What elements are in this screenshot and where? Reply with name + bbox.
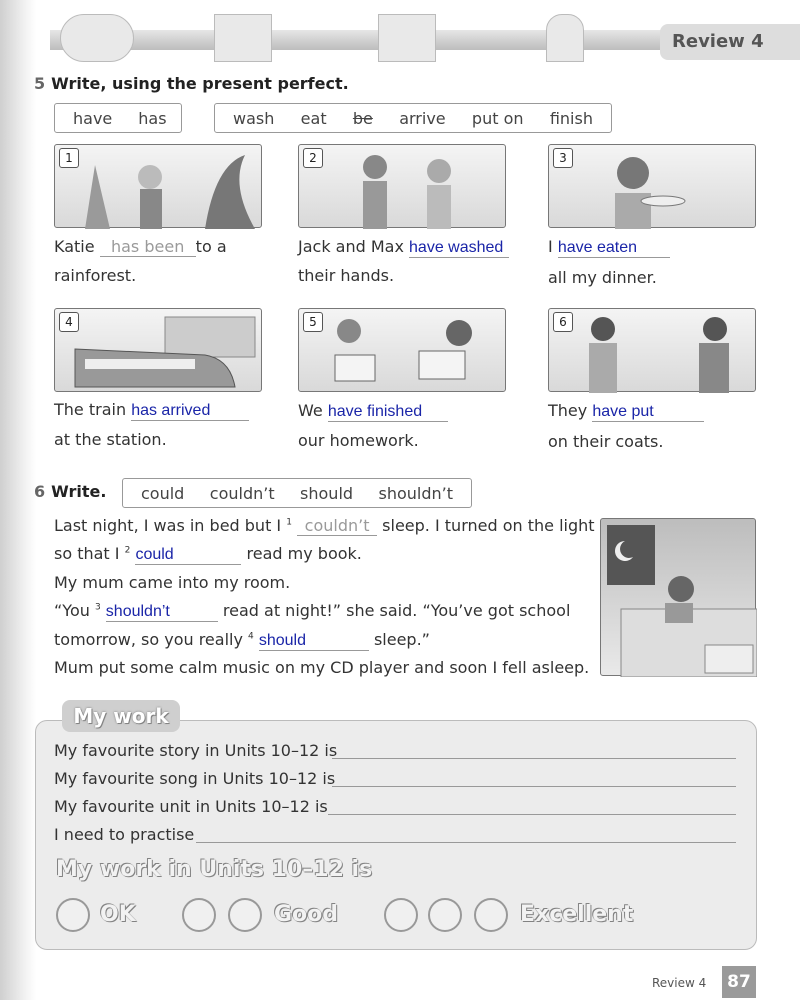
section-title-text: Write.	[51, 482, 107, 501]
my-work-line-3-label: My favourite unit in Units 10–12 is	[54, 797, 328, 816]
review-tab: Review 4	[660, 24, 800, 60]
smiley-icon[interactable]	[428, 898, 462, 932]
story-text: sleep. I turned on the light	[382, 516, 595, 535]
picture-3-girl-plate	[548, 144, 756, 228]
sentence-text: Jack and Max	[298, 237, 404, 256]
story-line-2	[54, 544, 362, 565]
rating-ok[interactable]: OK	[100, 902, 136, 927]
gap-number: 1	[286, 517, 292, 528]
smiley-icon[interactable]	[228, 898, 262, 932]
sentence-text: to a	[195, 237, 227, 256]
story-line-3: My mum came into my room.	[54, 573, 291, 592]
sentence-4-line2: at the station.	[54, 430, 167, 449]
my-work-line-4-blank[interactable]	[196, 842, 736, 843]
my-work-tab: My work	[62, 700, 180, 732]
rating-good[interactable]: Good	[274, 902, 339, 927]
footer-label: Review 4	[652, 976, 707, 990]
sentence-2-line2: their hands.	[298, 266, 395, 285]
word-chip: arrive	[399, 108, 446, 128]
my-work-line-2-blank[interactable]	[332, 786, 736, 787]
sentence-2	[298, 237, 509, 258]
story-text: “You	[54, 601, 90, 620]
volcano-illustration	[214, 14, 272, 62]
word-chip: should	[300, 483, 354, 503]
smiley-icon[interactable]	[182, 898, 216, 932]
jungle-scene-icon	[55, 145, 263, 229]
sentence-4	[54, 400, 249, 421]
sentence-text: They	[548, 401, 588, 420]
story-line-4	[54, 601, 570, 622]
story-text: so that I	[54, 544, 120, 563]
picture-6-girls-coats	[548, 308, 756, 392]
story-line-5	[54, 630, 430, 651]
my-work-line-3-blank[interactable]	[328, 814, 736, 815]
word-chip: eat	[300, 108, 327, 128]
section-number: 6	[34, 482, 46, 501]
picture-4-train	[54, 308, 262, 392]
answer-blank[interactable]	[135, 544, 241, 565]
section-number: 5	[34, 74, 46, 93]
book-spine-shadow	[0, 0, 36, 1000]
sentence-3-line2: all my dinner.	[548, 268, 657, 287]
example-answer: has been	[110, 237, 185, 256]
my-work-line-1-label: My favourite story in Units 10–12 is	[54, 741, 338, 760]
answer-blank[interactable]	[106, 601, 218, 622]
gap-number: 3	[94, 602, 101, 613]
story-line-6: Mum put some calm music on my CD player and soon I fell asleep.	[54, 658, 590, 677]
sentence-1-line2: rainforest.	[54, 266, 137, 285]
sentence-text: I	[548, 237, 553, 256]
answer-blank[interactable]	[259, 630, 369, 651]
handwritten-answer: have put	[592, 403, 654, 420]
rating-excellent[interactable]: Excellent	[520, 902, 634, 927]
modal-word-box	[122, 478, 472, 508]
answer-blank[interactable]	[558, 237, 670, 258]
section-6-title	[34, 482, 106, 501]
aux-word-box	[54, 103, 182, 133]
sentence-6-line2: on their coats.	[548, 432, 664, 451]
gap-number: 2	[124, 545, 131, 556]
answer-blank[interactable]	[328, 401, 448, 422]
children-reading-icon	[299, 309, 507, 393]
handwritten-answer: shouldn’t	[105, 603, 170, 620]
girl-with-plate-icon	[549, 145, 757, 229]
two-boys-icon	[299, 145, 507, 229]
sentence-3	[548, 237, 670, 258]
sentence-1	[54, 237, 227, 257]
story-text: read at night!” she said. “You’ve got school	[222, 601, 571, 620]
train-icon	[55, 309, 263, 393]
sentence-5	[298, 401, 448, 422]
smiley-icon[interactable]	[384, 898, 418, 932]
sentence-text: The train	[54, 400, 127, 419]
word-chip: shouldn’t	[378, 483, 453, 503]
story-text: Last night, I was in bed but I	[54, 516, 282, 535]
section-5-title	[34, 74, 349, 93]
sentence-6	[548, 401, 704, 422]
verb-word-box	[214, 103, 612, 133]
answer-blank[interactable]	[131, 400, 249, 421]
my-work-line-1-blank[interactable]	[332, 758, 736, 759]
boy-reading-in-bed-icon	[601, 519, 757, 677]
example-answer: couldn’t	[304, 516, 370, 535]
handwritten-answer: should	[258, 632, 307, 649]
answer-blank[interactable]	[592, 401, 704, 422]
map-illustration	[378, 14, 436, 62]
girls-coats-icon	[549, 309, 757, 393]
picture-number: 6	[553, 312, 573, 332]
my-work-heading: My work in Units 10–12 is	[56, 857, 373, 882]
handwritten-answer: have finished	[327, 403, 423, 420]
handwritten-answer: have eaten	[557, 239, 637, 256]
sentence-5-line2: our homework.	[298, 431, 419, 450]
my-work-line-2-label: My favourite song in Units 10–12 is	[54, 769, 336, 788]
handwritten-answer: has arrived	[131, 402, 211, 419]
handwritten-answer: could	[135, 546, 174, 563]
word-chip: could	[141, 483, 185, 503]
picture-number: 3	[553, 148, 573, 168]
smiley-icon[interactable]	[56, 898, 90, 932]
answer-blank[interactable]	[409, 237, 509, 258]
word-chip: put on	[471, 108, 524, 128]
word-chip: has	[138, 108, 167, 128]
word-chip: finish	[549, 108, 593, 128]
section-title-text: Write, using the present perfect.	[51, 74, 349, 93]
picture-number: 1	[59, 148, 79, 168]
word-chip: have	[73, 108, 113, 128]
picture-number: 4	[59, 312, 79, 332]
sentence-text: Katie	[54, 237, 95, 256]
answer-blank[interactable]	[100, 237, 196, 257]
handwritten-answer: have washed	[409, 239, 504, 256]
mouse-illustration	[60, 14, 134, 62]
page-number: 87	[722, 966, 756, 998]
picture-1-rainforest	[54, 144, 262, 228]
story-text: sleep.”	[373, 630, 430, 649]
sentence-text: We	[298, 401, 323, 420]
answer-blank[interactable]	[297, 516, 377, 536]
gap-number: 4	[248, 631, 254, 642]
picture-number: 5	[303, 312, 323, 332]
picture-5-children-books	[298, 308, 506, 392]
word-chip: couldn’t	[209, 483, 275, 503]
picture-2-boys	[298, 144, 506, 228]
word-chip-crossed: be	[352, 108, 373, 128]
story-text: tomorrow, so you really	[54, 630, 243, 649]
boy-illustration	[546, 14, 584, 62]
story-text: read my book.	[246, 544, 362, 563]
smiley-icon[interactable]	[474, 898, 508, 932]
word-chip: wash	[233, 108, 275, 128]
bedroom-picture	[600, 518, 756, 676]
my-work-line-4-label: I need to practise	[54, 825, 195, 844]
picture-number: 2	[303, 148, 323, 168]
story-line-1	[54, 516, 595, 536]
